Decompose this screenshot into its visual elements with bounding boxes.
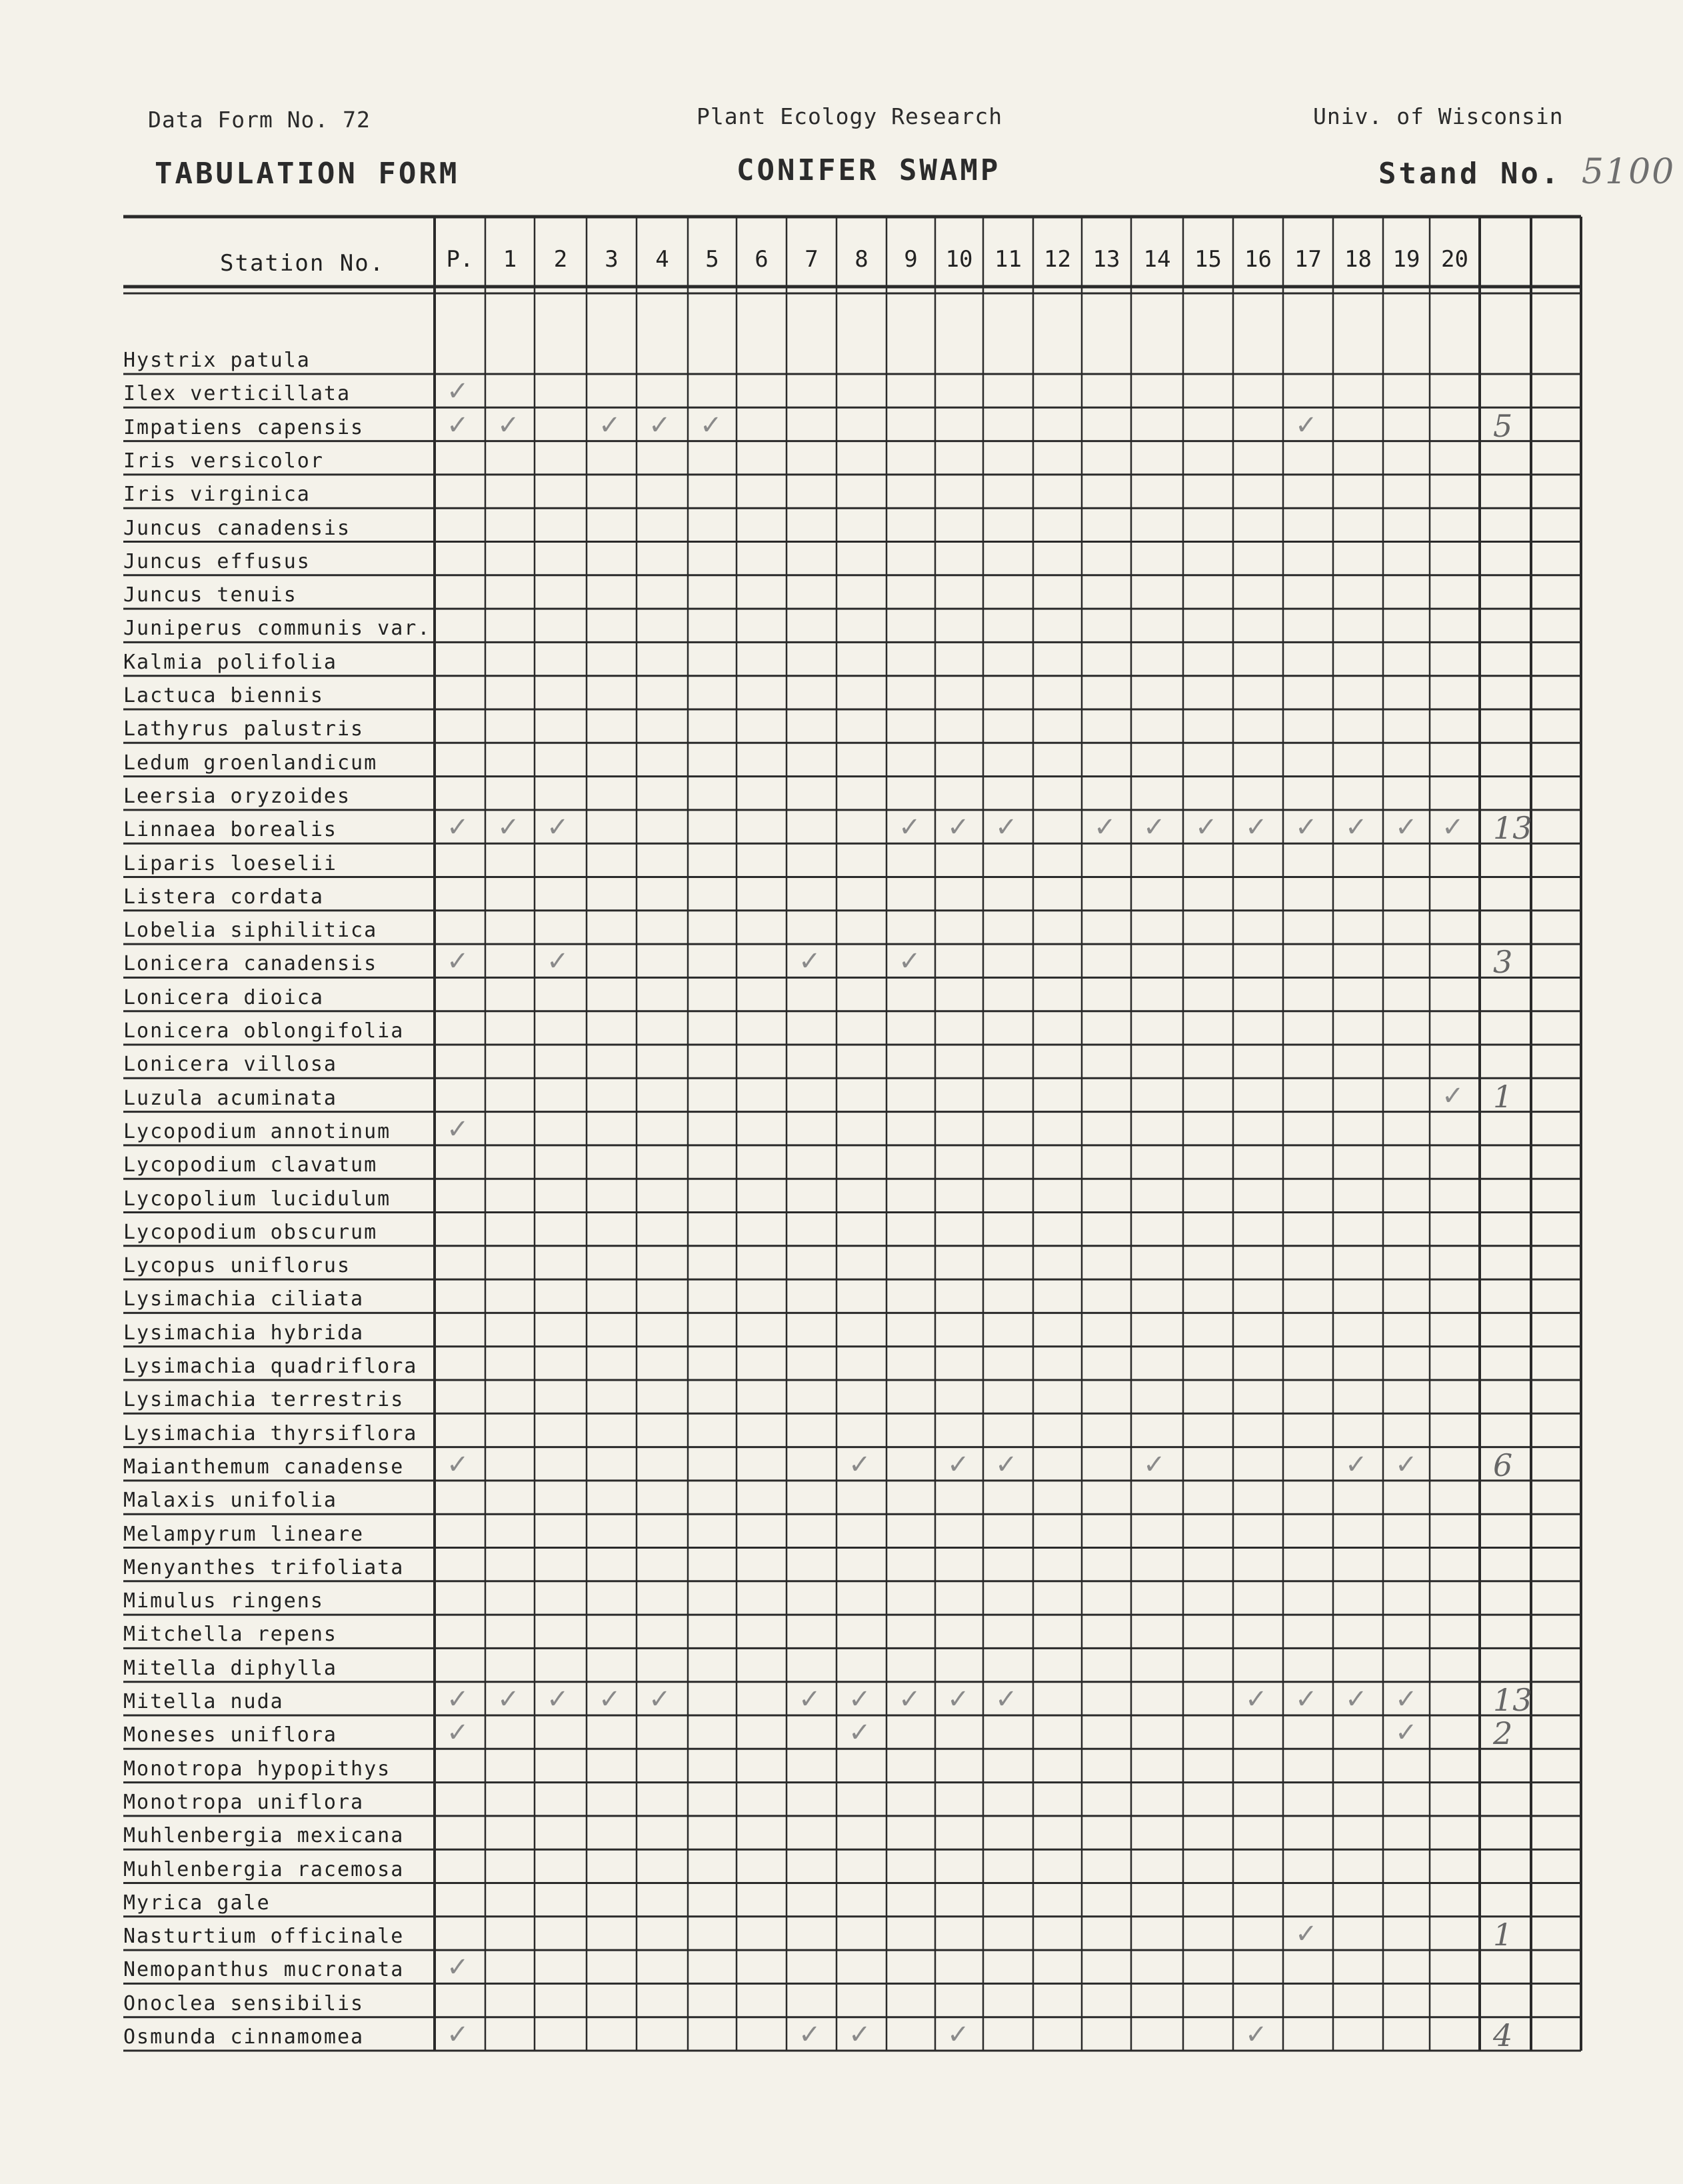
species-name: Monotropa hypopithys	[123, 1757, 391, 1781]
species-name: Impatiens capensis	[123, 415, 365, 439]
species-name: Mitella nuda	[123, 1690, 284, 1713]
species-name: Lycopus uniflorus	[123, 1254, 351, 1278]
column-header-10: 10	[945, 246, 973, 273]
column-header-12: 12	[1044, 246, 1071, 273]
species-name: Juniperus communis var.	[123, 617, 431, 641]
check-mark-icon: ✓	[947, 1684, 970, 1715]
check-mark-icon: ✓	[1345, 1449, 1368, 1480]
check-mark-icon: ✓	[848, 2019, 871, 2050]
species-name: Lonicera dioica	[123, 985, 324, 1009]
species-name: Lonicera villosa	[123, 1053, 337, 1077]
check-mark-icon: ✓	[447, 1113, 469, 1145]
species-name: Onoclea sensibilis	[123, 1991, 365, 2015]
species-name: Myrica gale	[123, 1891, 271, 1915]
check-mark-icon: ✓	[700, 409, 723, 441]
species-name: Liparis loeselii	[123, 851, 337, 875]
column-header-7: 7	[805, 246, 819, 273]
check-mark-icon: ✓	[1143, 1449, 1166, 1480]
species-name: Lactuca biennis	[123, 684, 324, 707]
check-mark-icon: ✓	[898, 812, 921, 843]
check-mark-icon: ✓	[1395, 1717, 1418, 1749]
column-header-14: 14	[1143, 246, 1171, 273]
check-mark-icon: ✓	[447, 1952, 469, 1983]
species-name: Menyanthes trifoliata	[123, 1555, 405, 1579]
row-total: 1	[1493, 1078, 1513, 1115]
check-mark-icon: ✓	[1295, 1919, 1318, 1950]
check-mark-icon: ✓	[547, 1684, 569, 1715]
check-mark-icon: ✓	[995, 812, 1018, 843]
column-header-20: 20	[1441, 246, 1468, 273]
species-name: Lysimachia thyrsiflora	[123, 1421, 418, 1445]
species-name: Hystrix patula	[123, 349, 311, 372]
check-mark-icon: ✓	[447, 2019, 469, 2050]
column-header-3: 3	[605, 246, 619, 273]
check-mark-icon: ✓	[848, 1717, 871, 1749]
check-mark-icon: ✓	[995, 1684, 1018, 1715]
row-total: 6	[1493, 1447, 1513, 1483]
check-mark-icon: ✓	[1395, 1449, 1418, 1480]
column-header-9: 9	[904, 246, 918, 273]
check-mark-icon: ✓	[1295, 1684, 1318, 1715]
species-name: Mitella diphylla	[123, 1656, 337, 1680]
check-mark-icon: ✓	[447, 1717, 469, 1749]
species-name: Lysimachia quadriflora	[123, 1355, 418, 1378]
check-mark-icon: ✓	[447, 409, 469, 441]
check-mark-icon: ✓	[1245, 1684, 1268, 1715]
check-mark-icon: ✓	[1295, 409, 1318, 441]
species-name: Juncus canadensis	[123, 516, 351, 540]
species-name: Lonicera canadensis	[123, 952, 378, 976]
check-mark-icon: ✓	[947, 812, 970, 843]
form-number: Data Form No. 72	[148, 107, 371, 133]
species-name: Osmunda cinnamomea	[123, 2025, 365, 2049]
check-mark-icon: ✓	[947, 2019, 970, 2050]
check-mark-icon: ✓	[447, 1684, 469, 1715]
species-name: Melampyrum lineare	[123, 1522, 365, 1546]
check-mark-icon: ✓	[1143, 812, 1166, 843]
species-name: Lycopodium clavatum	[123, 1153, 378, 1177]
check-mark-icon: ✓	[649, 1684, 671, 1715]
column-header-1: 1	[503, 246, 517, 273]
stand-number-label: Stand No.	[1378, 157, 1562, 191]
species-name: Lycopodium annotinum	[123, 1119, 391, 1143]
row-total: 1	[1493, 1917, 1513, 1953]
column-header-8: 8	[854, 246, 868, 273]
check-mark-icon: ✓	[547, 812, 569, 843]
check-mark-icon: ✓	[447, 946, 469, 977]
check-mark-icon: ✓	[497, 812, 520, 843]
check-mark-icon: ✓	[447, 1449, 469, 1480]
species-name: Moneses uniflora	[123, 1723, 337, 1747]
species-name: Lobelia siphilitica	[123, 919, 378, 943]
species-name: Mimulus ringens	[123, 1589, 324, 1613]
species-name: Ledum groenlandicum	[123, 751, 378, 775]
species-name: Malaxis unifolia	[123, 1489, 337, 1513]
check-mark-icon: ✓	[1442, 812, 1464, 843]
check-mark-icon: ✓	[1094, 812, 1116, 843]
check-mark-icon: ✓	[898, 1684, 921, 1715]
species-name: Maianthemum canadense	[123, 1455, 405, 1479]
species-name: Leersia oryzoides	[123, 784, 351, 808]
species-name: Iris virginica	[123, 483, 311, 507]
form-title: TABULATION FORM	[155, 157, 460, 191]
check-mark-icon: ✓	[848, 1449, 871, 1480]
row-total: 4	[1493, 2017, 1513, 2053]
check-mark-icon: ✓	[1345, 1684, 1368, 1715]
check-mark-icon: ✓	[1245, 2019, 1268, 2050]
row-total: 13	[1493, 1682, 1532, 1718]
species-name: Nasturtium officinale	[123, 1925, 405, 1949]
row-total: 13	[1493, 810, 1532, 847]
species-name: Linnaea borealis	[123, 818, 337, 842]
check-mark-icon: ✓	[995, 1449, 1018, 1480]
species-name: Lysimachia ciliata	[123, 1287, 365, 1311]
check-mark-icon: ✓	[799, 2019, 821, 2050]
species-name: Lonicera oblongifolia	[123, 1019, 405, 1043]
check-mark-icon: ✓	[1345, 812, 1368, 843]
column-header-2: 2	[553, 246, 568, 273]
species-name: Kalmia polifolia	[123, 650, 337, 674]
row-total: 3	[1493, 944, 1513, 981]
check-mark-icon: ✓	[1195, 812, 1218, 843]
check-mark-icon: ✓	[898, 946, 921, 977]
check-mark-icon: ✓	[649, 409, 671, 441]
check-mark-icon: ✓	[1295, 812, 1318, 843]
species-name: Lycopodium obscurum	[123, 1220, 378, 1244]
species-name: Lathyrus palustris	[123, 717, 365, 741]
check-mark-icon: ✓	[497, 1684, 520, 1715]
check-mark-icon: ✓	[599, 1684, 621, 1715]
check-mark-icon: ✓	[447, 376, 469, 407]
check-mark-icon: ✓	[599, 409, 621, 441]
row-total: 5	[1493, 407, 1513, 444]
species-name: Lycopolium lucidulum	[123, 1187, 391, 1211]
column-header-15: 15	[1194, 246, 1222, 273]
species-name: Juncus effusus	[123, 549, 311, 573]
check-mark-icon: ✓	[1395, 812, 1418, 843]
column-header-17: 17	[1294, 246, 1322, 273]
species-name: Juncus tenuis	[123, 583, 297, 607]
check-mark-icon: ✓	[947, 1449, 970, 1480]
check-mark-icon: ✓	[1395, 1684, 1418, 1715]
station-number-header: Station No.	[220, 250, 385, 277]
stand-number-value: 5100	[1581, 152, 1676, 192]
species-name: Iris versicolor	[123, 449, 324, 473]
column-header-19: 19	[1392, 246, 1420, 273]
species-name: Monotropa uniflora	[123, 1790, 365, 1814]
species-name: Ilex verticillata	[123, 382, 351, 406]
species-name: Muhlenbergia racemosa	[123, 1857, 405, 1881]
row-total: 2	[1493, 1715, 1513, 1752]
species-name: Nemopanthus mucronata	[123, 1958, 405, 1982]
column-header-18: 18	[1344, 246, 1372, 273]
check-mark-icon: ✓	[799, 946, 821, 977]
column-header-4: 4	[655, 246, 669, 273]
species-name: Lysimachia terrestris	[123, 1388, 405, 1412]
column-header-13: 13	[1092, 246, 1120, 273]
check-mark-icon: ✓	[447, 812, 469, 843]
column-header-11: 11	[994, 246, 1022, 273]
species-name: Muhlenbergia mexicana	[123, 1824, 405, 1848]
check-mark-icon: ✓	[497, 409, 520, 441]
community-title: CONIFER SWAMP	[737, 153, 1001, 187]
check-mark-icon: ✓	[1442, 1080, 1464, 1111]
column-header-p: P.	[446, 246, 474, 273]
column-header-16: 16	[1244, 246, 1272, 273]
institution: Univ. of Wisconsin	[1313, 103, 1564, 129]
species-name: Mitchella repens	[123, 1623, 337, 1647]
species-name: Listera cordata	[123, 885, 324, 909]
check-mark-icon: ✓	[547, 946, 569, 977]
check-mark-icon: ✓	[799, 1684, 821, 1715]
column-header-6: 6	[755, 246, 769, 273]
check-mark-icon: ✓	[848, 1684, 871, 1715]
check-mark-icon: ✓	[1245, 812, 1268, 843]
species-name: Luzula acuminata	[123, 1086, 337, 1110]
column-header-5: 5	[705, 246, 719, 273]
project-name: Plant Ecology Research	[697, 103, 1003, 129]
species-name: Lysimachia hybrida	[123, 1321, 365, 1345]
